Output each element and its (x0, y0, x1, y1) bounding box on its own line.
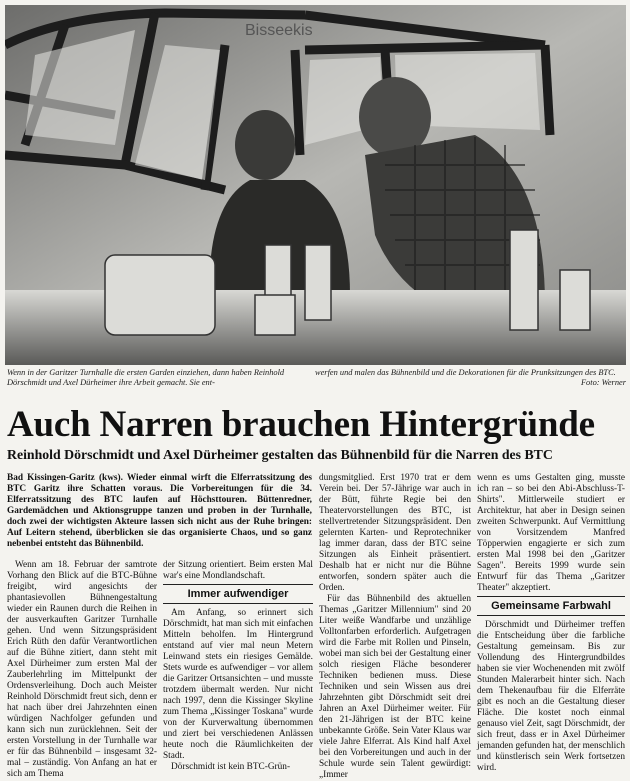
headline: Auch Narren brauchen Hintergründe (7, 404, 595, 445)
subheading-gemeinsame-farbwahl: Gemeinsame Farbwahl (477, 596, 625, 616)
article-column-2 (163, 560, 313, 582)
article-column-4-cont (477, 620, 625, 774)
paragraph: der Sitzung orientiert. Beim ersten Mal war's eine Mondlandschaft. (163, 560, 313, 581)
paragraph: dungsmitglied. Erst 1970 trat er dem Verein bei. Der 57-Jährige war auch in der Bütt, führte Regie bei den Theatervorstellungen des BTC, ist stellvertretender Sitzungspräsident. Den gelernten Karten- und Reprotechniker lag immer daran, dass der BTC seine Sitzungen als Einheit präsentiert. Deshalb hat er nicht nur die Bühne entworfen, sondern später auch die Orden. (319, 473, 471, 593)
subheadline: Reinhold Dörschmidt und Axel Dürheimer gestalten das Bühnenbild für die Narren des BTC (7, 447, 553, 462)
photo-credit: Foto: Werner (580, 378, 626, 387)
article-column-4 (477, 473, 625, 594)
photo-illustration (5, 5, 626, 365)
subheading-immer-aufwendiger: Immer aufwendiger (163, 584, 313, 604)
article-column-2-cont (163, 608, 313, 773)
paragraph: Für das Bühnenbild des aktuellen Themas „Garitzer Millennium" sind 20 Liter weiße Wandfarbe und unzählige Volltonfarben erforderlich. Aufgetragen wird die Farbe mit Rollen und Pinseln, wobei man sich bei der Gestaltung einer solch riesigen Fläche besonderer Techniken bedienen muss. Diese Techniken und sein Wissen aus drei Jahrzehnten gibt Dörschmidt seit drei Jahren an Axel Dürheimer weiter. Für den 21-Jährigen ist der BTC keine unbekannte Größe. Sein Vater Klaus war viele Jahre Elferrat. Als Kind half Axel bei den Vorbereitungen und auch in der Schule wurde sein Talent gewürdigt: „Immer (319, 594, 471, 780)
paragraph: wenn es ums Gestalten ging, musste ich ran – so bei den Abi-Abschluss-T-Shirts". Mittlerweile studiert er Architektur, hat aber in Design seinen zweiten Schwerpunkt. Auf Vermittlung von Vorsitzendem Manfred Töpperwien engagierte er sich zum ersten Mal 1998 bei den „Garitzer Sagen". Bereits 1999 wurde sein Entwurf für das Thema „Garitzer Theater" akzeptiert. (477, 473, 625, 593)
article-photo (5, 5, 626, 365)
article-column-1 (7, 560, 157, 780)
paragraph: Dörschmidt ist kein BTC-Grün- (171, 762, 291, 772)
photo-sign-text: Bisseekis (245, 22, 313, 39)
article-lead: Bad Kissingen-Garitz (kws). Wieder einmal wirft die Elferratssitzung des BTC Garitz ihre Schatten voraus. Die Vorbereitungen für die 34. Elferratssitzung des BTC laufen auf Höchsttouren. Büttenredner, Gardemädchen und Aktionsgruppe tanzen und proben in der Turnhalle, doch zwei der wichtigsten Akteure lassen sich nicht aus der Ruhe bringen: Auf Leitern stehend, überblicken sie das organisierte Chaos, und so ganz nebenbei entsteht das Bühnenbild. (7, 473, 312, 549)
paragraph: Am Anfang, so erinnert sich Dörschmidt, hat man sich mit einfachen Mitteln beholfen. Im Hintergrund entstand auf vier mal neun Metern Leinwand stets ein riesiges Gemälde. Stets wurde es aufwendiger – vor allem die Garitzer Ortsansichten – und musste trotzdem übermalt werden. Nur nicht nach 1997, denn die Kissinger Skyline zum Thema „Kissinger Toskana" wurde von der Kurverwaltung übernommen und ziert bei verschiedenen Anlässen heute noch die Räumlichkeiten der Stadt. (163, 608, 313, 761)
paragraph: Dörschmidt und Dürheimer treffen die Entscheidung über die farbliche Gestaltung gemeinsam. Bis zur Vollendung des Hintergrundbildes haben sie vier Wochenenden mit zwölf Stunden Malerarbeit hinter sich. Nach dem Thekenaufbau für die Elferräte gibt es noch an die Gestaltung dieser Fläche. Die kostet noch einmal genauso viel Zeit, sagt Dörschmidt, der sich freut, dass er in Axel Dürheimer jemanden gefunden hat, der menschlich und künstlerisch sein Werk fortsetzen wird. (477, 620, 625, 773)
article-column-3 (319, 473, 471, 781)
paragraph: Wenn am 18. Februar der samtrote Vorhang den Blick auf die BTC-Bühne freigibt, wird angesichts der phantasievollen Bühnengestaltung wieder ein Raunen durch die Reihen in der ausverkauften Garitzer Turnhalle gehen. Und wenn Sitzungspräsident Erich Rüth den dafür Verantwortlichen auf die Bühne zitiert, dann steht mit Axel Dürheimer zum ersten Mal der Zauberlehrling im Mittelpunkt der Ordensverleihung. Doch auch Meister Reinhold Dörschmidt freut sich, denn er hat nach über drei Jahrzehnten einen würdigen Nachfolger gefunden und kann sich nun zurücklehnen. Seit der ersten Vorstellung in der Turnhalle war er für das Bühnenbild – insgesamt 32-mal – zuständig. Von Anfang an hat er sich am Thema (7, 560, 157, 779)
photo-caption-right: werfen und malen das Bühnenbild und die Dekorationen für die Prunksitzungen des BTC. (315, 368, 616, 377)
photo-caption-left: Wenn in der Garitzer Turnhalle die ersten Garden einziehen, dann haben Reinhold Dörschmidt und Axel Dürheimer ihre Arbeit gemacht. Sie ent- (7, 368, 285, 387)
